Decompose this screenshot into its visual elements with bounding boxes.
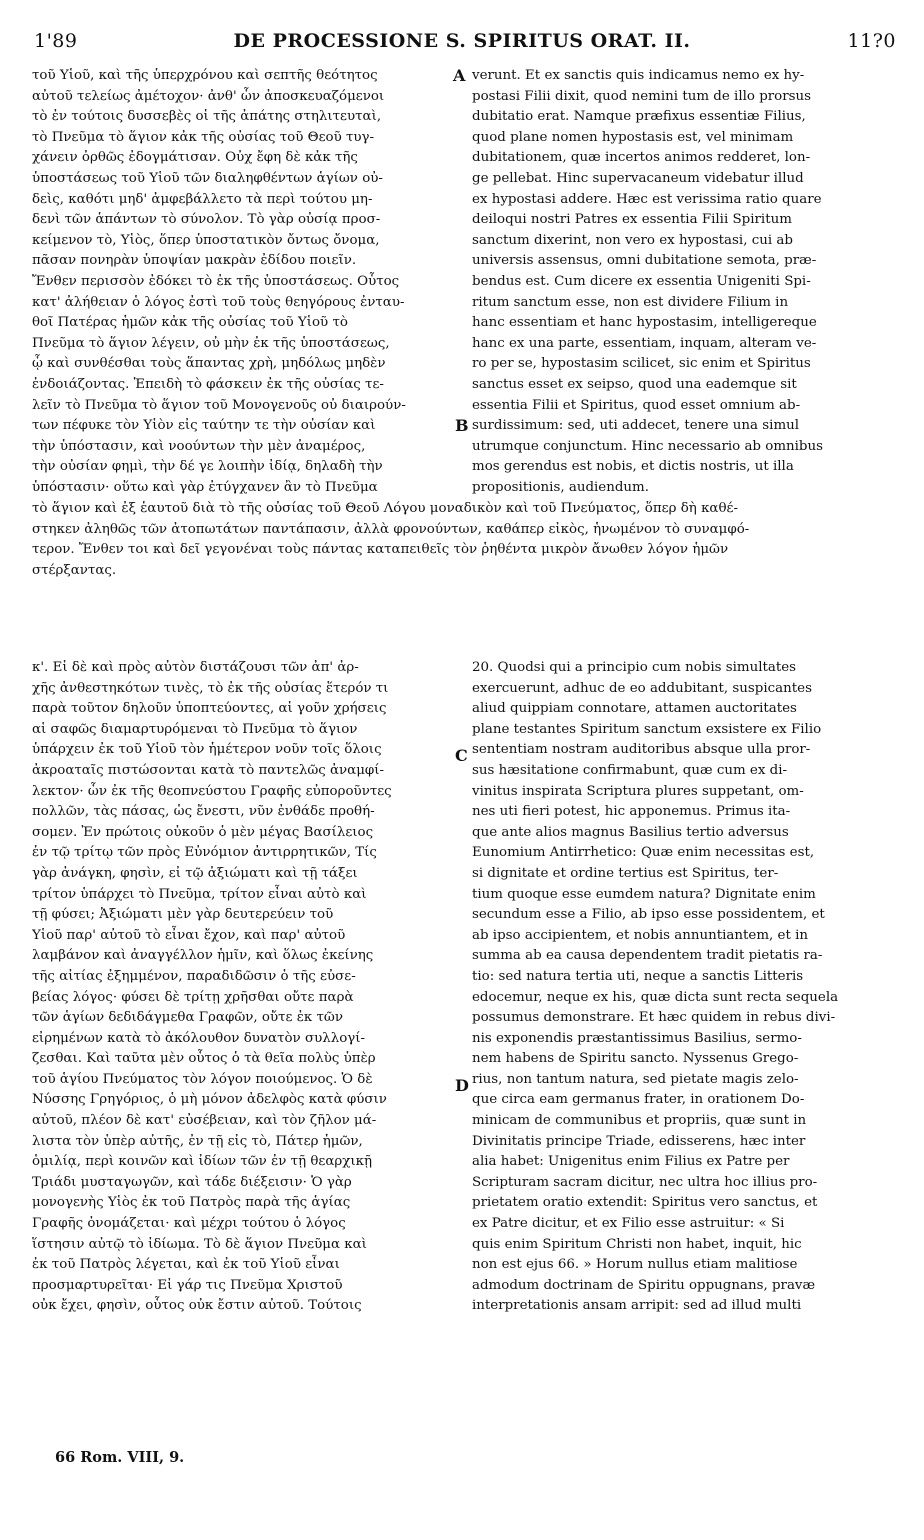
latin-column-section-2 (472, 658, 896, 1317)
greek-column-section-1 (32, 66, 452, 498)
greek-column-section-2 (32, 658, 452, 1317)
latin-text-line: universis assensus, omni dubitatione semota, præ- (472, 253, 817, 269)
latin-text-line: ge pellebat. Hinc supervacaneum videbatur illud (472, 170, 804, 186)
latin-text-line: non est ejus 66. » Horum nullus etiam malitiose (472, 1257, 798, 1273)
latin-text-line: hanc essentiam et hanc hypostasim, intelligereque (472, 315, 817, 331)
latin-text-line: ritum sanctum esse, non est dividere Filium in (472, 294, 789, 310)
greek-text-line: αὐτοῦ, πλέον δὲ κατ' εὐσέβειαν, καὶ τὸν ζῆλον μά- (32, 1113, 377, 1129)
greek-text-line: τὸ ἐν τούτοις δυσσεβὲς οἱ τῆς ἀπάτης στηλιτευταὶ, (32, 109, 382, 125)
latin-text-line: dubitationem, quæ incertos animos redderet, lon- (472, 150, 811, 166)
latin-text-line: 20. Quodsi qui a principio cum nobis simultates (472, 660, 797, 675)
latin-text-line: surdissimum: sed, uti addecet, tenere una simul (472, 418, 800, 434)
greek-text-line: κατ' ἀλήθειαν ὁ λόγος ἐστὶ τοῦ τοὺς θεηγόρους ἐνταυ- (32, 294, 405, 310)
latin-text-line: verunt. Et ex sanctis quis indicamus nemo ex hy- (472, 68, 805, 83)
greek-text-line: ζεσθαι. Καὶ ταῦτα μὲν οὗτος ὁ τὰ θεῖα πολὺς ὑπὲρ (32, 1051, 376, 1067)
footnote: 66 Rom. VIII, 9. (55, 1449, 185, 1466)
greek-text-line: εἰρημένων κατὰ τὸ ἀκόλουθον δυνατὸν συλλογί- (32, 1030, 366, 1046)
greek-text-line: αὐτοῦ τελείως ἀμέτοχον· ἀνθ' ὧν ἀποσκευαζόμενοι (32, 88, 385, 104)
latin-text-line: alia habet: Unigenitus enim Filius ex Patre per (472, 1154, 790, 1170)
latin-text-line: prietatem oratio extendit: Spiritus vero sanctus, et (472, 1195, 818, 1211)
latin-text-line: ex Patre dicitur, et ex Filio esse astruitur: « Si (472, 1216, 785, 1232)
greek-text-line: ὑπόστασιν· οὕτω καὶ γὰρ ἐτύγχανεν ἂν τὸ Πνεῦμα (32, 479, 378, 495)
greek-text-line: Πνεῦμα τὸ ἅγιον λέγειν, οὐ μὴν ἐκ τῆς ὑποστάσεως, (32, 335, 390, 351)
greek-text-line: τοῦ Υἱοῦ, καὶ τῆς ὑπερχρόνου καὶ σεπτῆς θεότητος (32, 68, 378, 83)
latin-text-line: sus hæsitatione confirmabunt, quæ cum ex di- (472, 762, 788, 778)
latin-text-line: deiloqui nostri Patres ex essentia Filii Spiritum (472, 212, 792, 228)
greek-text-line: τὸ Πνεῦμα τὸ ἅγιον κἀκ τῆς οὐσίας τοῦ Θεοῦ τυγ- (32, 129, 375, 145)
latin-text-line: aliud quippiam connotare, attamen auctoritates (472, 701, 797, 717)
latin-text-line: nes uti fieri potest, hic apponemus. Primus ita- (472, 804, 791, 820)
greek-text-line: τερον. Ἔνθεν τοι καὶ δεῖ γεγονέναι τοὺς πάντας καταπειθεῖς τὸν ῥηθέντα μικρὸν ἄνωθεν λόγον ἡμῶν (32, 542, 729, 558)
latin-text-line: exercuerunt, adhuc de eo addubitant, suspicantes (472, 680, 812, 696)
latin-text-line: dubitatio erat. Namque præfixus essentiæ Filius, (472, 109, 806, 125)
greek-text-line: ὑπάρχειν ἐκ τοῦ Υἱοῦ τὸν ἡμέτερον νοῦν τοῖς ὅλοις (32, 742, 382, 758)
greek-text-line: ὁμιλίᾳ, περὶ κοινῶν καὶ ἰδίων τῶν ἐν τῇ θεαρχικῇ (32, 1154, 373, 1170)
running-title: DE PROCESSIONE S. SPIRITUS ORAT. II. (233, 30, 691, 52)
latin-text-line: sententiam nostram auditoribus absque ulla pror- (472, 742, 811, 758)
greek-text-line: Υἱοῦ παρ' αὐτοῦ τὸ εἶναι ἔχον, καὶ παρ' αὐτοῦ (32, 927, 346, 943)
greek-text-line: των πέφυκε τὸν Υἱὸν εἰς ταύτην τε τὴν οὐσίαν καὶ (32, 418, 376, 434)
greek-text-line: τῶν ἁγίων δεδιδάγμεθα Γραφῶν, οὔτε ἐκ τῶν (32, 1010, 343, 1026)
latin-text-line: Scripturam sacram dicitur, nec ultra hoc illius pro- (472, 1174, 818, 1190)
greek-text-line: τὴν ὑπόστασιν, καὶ νοούντων τὴν μὲν ἀναμέρος, (32, 438, 366, 454)
latin-text-line: minicam de communibus et propriis, quæ sunt in (472, 1113, 807, 1129)
greek-text-line: στηκεν ἀληθῶς τῶν ἀτοπωτάτων παντάπασιν, ἀλλὰ φρονούντων, καθάπερ εἰκὸς, ἡνωμένον τὸ συναμφό- (32, 521, 750, 537)
greek-text-line: λεῖν τὸ Πνεῦμα τὸ ἅγιον τοῦ Μονογενοῦς οὐ διαιρούν- (32, 397, 406, 413)
greek-text-line: Γραφῆς ὀνομάζεται· καὶ μέχρι τούτου ὁ λόγος (32, 1216, 346, 1232)
latin-text-line: essentia Filii et Spiritus, quod esset omnium ab- (472, 397, 801, 413)
greek-text-line: σομεν. Ἐν πρώτοις οὐκοῦν ὁ μὲν μέγας Βασίλειος (32, 824, 374, 840)
latin-text-line: nem habens de Spiritu sancto. Nyssenus Grego- (472, 1051, 799, 1067)
latin-text-line: ro per se, hypostasim scilicet, sic enim et Spiritus (472, 356, 811, 372)
latin-text-line: nis exponendis præstantissimus Basilius, sermo- (472, 1030, 802, 1046)
latin-text-line: ex hypostasi addere. Hæc est verissima ratio quare (472, 191, 822, 207)
latin-text-line: plane testantes Spiritum sanctum exsistere ex Filio (472, 721, 822, 737)
greek-full-width-passage (32, 499, 896, 581)
greek-text-line: μονογενὴς Υἱὸς ἐκ τοῦ Πατρὸς παρὰ τῆς ἁγίας (32, 1195, 351, 1211)
latin-text-line: summa ab ea causa dependentem tradit pietatis ra- (472, 948, 823, 964)
margin-marker-b: B (455, 416, 469, 435)
greek-text-line: κ'. Εἰ δὲ καὶ πρὸς αὐτὸν διστάζουσι τῶν ἀπ' ἀρ- (32, 660, 359, 675)
latin-text-line: edocemur, neque ex his, quæ dicta sunt recta sequela (472, 989, 839, 1005)
latin-text-line: Eunomium Antirrhetico: Quæ enim necessitas est, (472, 845, 815, 861)
greek-text-line: τῇ φύσει; Ἀξιώματι μὲν γὰρ δευτερεύειν τοῦ (32, 907, 334, 923)
page-number-right: 11?0 (847, 30, 896, 52)
greek-text-line: βείας λόγος· φύσει δὲ τρίτῃ χρῆσθαι οὔτε παρὰ (32, 989, 354, 1005)
latin-text-line: bendus est. Cum dicere ex essentia Unigeniti Spi- (472, 273, 811, 289)
greek-text-line: οὐκ ἔχει, φησὶν, οὗτος οὐκ ἔστιν αὐτοῦ. Τούτοις (32, 1298, 362, 1314)
latin-text-line: si dignitate et ordine tertius est Spiritus, ter- (472, 865, 779, 881)
greek-text-line: τὸ ἅγιον καὶ ἐξ ἑαυτοῦ διὰ τὸ τῆς οὐσίας τοῦ Θεοῦ Λόγου μοναδικὸν καὶ τοῦ Πνεύματος, ὅπερ δὴ καθέ- (32, 501, 739, 516)
latin-text-line: hanc ex una parte, essentiam, inquam, alteram ve- (472, 335, 817, 351)
latin-text-line: que circa eam germanus frater, in orationem Do- (472, 1092, 805, 1108)
latin-text-line: admodum doctrinam de Spiritu oppugnans, pravæ (472, 1277, 816, 1293)
greek-text-line: ἐκ τοῦ Πατρὸς λέγεται, καὶ ἐκ τοῦ Υἱοῦ εἶναι (32, 1257, 340, 1273)
latin-text-line: quis enim Spiritum Christi non habet, inquit, hic (472, 1236, 802, 1252)
greek-text-line: κείμενον τὸ, Υἱὸς, ὅπερ ὑποστατικὸν ὄντως ὄνομα, (32, 232, 380, 248)
latin-text-line: sanctus esset ex seipso, quod una eademque sit (472, 376, 797, 392)
greek-text-line: θοῖ Πατέρας ἡμῶν κἀκ τῆς οὐσίας τοῦ Υἱοῦ τὸ (32, 315, 348, 331)
latin-text-line: Divinitatis principe Triade, edisserens, hæc inter (472, 1133, 806, 1149)
latin-text-line: ab ipso accipientem, et nobis annuntiantem, et in (472, 927, 809, 943)
greek-text-line: γὰρ ἀνάγκη, φησὶν, εἰ τῷ ἀξιώματι καὶ τῇ τάξει (32, 865, 358, 881)
greek-text-line: προσμαρτυρεῖται· Εἰ γάρ τις Πνεῦμα Χριστοῦ (32, 1277, 343, 1293)
latin-column-section-1 (472, 66, 896, 498)
margin-marker-d: D (455, 1076, 469, 1095)
latin-text-line: rius, non tantum natura, sed pietate magis zelo- (472, 1071, 799, 1087)
latin-text-line: mos gerendus est nobis, et dictis nostris, ut illa (472, 459, 794, 475)
greek-text-line: στέρξαντας. (32, 562, 117, 578)
greek-text-line: ὑποστάσεως τοῦ Υἱοῦ τῶν διαληφθέντων ἁγίων οὐ- (32, 170, 383, 186)
latin-text-line: tium quoque esse eumdem natura? Dignitate enim (472, 886, 816, 902)
latin-text-line: secundum esse a Filio, ab ipso esse possidentem, et (472, 907, 825, 923)
latin-text-line: interpretationis ansam arripit: sed ad illud multi (472, 1298, 802, 1314)
greek-text-line: χῆς ἀνθεστηκότων τινὲς, τὸ ἐκ τῆς οὐσίας ἕτερόν τι (32, 680, 389, 696)
greek-text-line: τρίτον ὑπάρχει τὸ Πνεῦμα, τρίτον εἶναι αὐτὸ καὶ (32, 886, 367, 902)
margin-marker-a: A (453, 66, 466, 85)
greek-text-line: λιστα τὸν ὑπὲρ αὐτῆς, ἐν τῇ εἰς τὸ, Πάτερ ἡμῶν, (32, 1133, 363, 1149)
latin-text-line: possumus demonstrare. Et hæc quidem in rebus divi- (472, 1010, 836, 1026)
latin-text-line: sanctum dixerint, non vero ex hypostasi, cui ab (472, 232, 793, 248)
greek-text-line: δενὶ τῶν ἁπάντων τὸ σύνολον. Τὸ γὰρ οὐσίᾳ προσ- (32, 212, 381, 228)
latin-text-line: quod plane nomen hypostasis est, vel minimam (472, 129, 794, 145)
greek-text-line: ἵστησιν αὐτῷ τὸ ἰδίωμα. Τὸ δὲ ἅγιον Πνεῦμα καὶ (32, 1236, 367, 1252)
page-number-left: 1'89 (34, 30, 78, 52)
greek-text-line: λαμβάνον καὶ ἀναγγέλλον ἡμῖν, καὶ ὅλως ἐκείνης (32, 948, 374, 964)
greek-text-line: αἱ σαφῶς διαμαρτυρόμεναι τὸ Πνεῦμα τὸ ἅγιον (32, 721, 358, 737)
greek-text-line: λεκτον· ὧν ἐκ τῆς θεοπνεύστου Γραφῆς εὐποροῦντες (32, 783, 392, 799)
greek-text-line: πολλῶν, τὰς πάσας, ὡς ἔνεστι, νῦν ἐνθάδε προθή- (32, 804, 375, 820)
greek-text-line: Νύσσης Γρηγόριος, ὁ μὴ μόνον ἀδελφὸς κατὰ φύσιν (32, 1092, 387, 1108)
greek-text-line: ἐν τῷ τρίτῳ τῶν πρὸς Εὐνόμιον ἀντιρρητικῶν, Τίς (32, 845, 377, 861)
greek-text-line: χάνειν ὀρθῶς ἐδογμάτισαν. Οὐχ ἔφη δὲ κἀκ τῆς (32, 150, 358, 166)
latin-text-line: postasi Filii dixit, quod nemini tum de illo prorsus (472, 88, 812, 104)
greek-text-line: τοῦ ἁγίου Πνεύματος τὸν λόγον ποιούμενος. Ὁ δὲ (32, 1071, 373, 1087)
greek-text-line: ἐνδοιάζοντας. Ἐπειδὴ τὸ φάσκειν ἐκ τῆς οὐσίας τε- (32, 376, 384, 392)
greek-text-line: τῆς αἰτίας ἐξημμένον, παραδιδῶσιν ὁ τῆς εὐσε- (32, 968, 356, 984)
latin-text-line: tio: sed natura tertia uti, neque a sanctis Litteris (472, 968, 804, 984)
latin-text-line: que ante alios magnus Basilius tertio adversus (472, 824, 789, 840)
greek-text-line: παρὰ τοῦτον δηλοῦν ὑποπτεύοντες, αἱ γοῦν χρήσεις (32, 701, 387, 717)
greek-text-line: τὴν οὐσίαν φημὶ, τὴν δέ γε λοιπὴν ἰδίᾳ, δηλαδὴ τὴν (32, 459, 383, 475)
latin-text-line: utrumque conjunctum. Hinc necessario ab omnibus (472, 438, 823, 454)
greek-text-line: δεὶς, καθότι μηδ' ἀμφεβάλλετο τὰ περὶ τούτου μη- (32, 191, 373, 207)
greek-text-line: ἀκροαταῖς πιστώσονται κατὰ τὸ παντελῶς ἀναμφί- (32, 762, 385, 778)
greek-text-line: πᾶσαν πονηρὰν ὑποψίαν μακρὰν ἐδίδου ποιεῖν. (32, 253, 357, 269)
page-header (22, 30, 902, 56)
latin-text-line: propositionis, audiendum. (472, 479, 650, 495)
latin-text-line: vinitus inspirata Scriptura plures suppetant, om- (472, 783, 804, 799)
margin-marker-c: C (455, 746, 468, 765)
greek-text-line: ᾧ καὶ συνθέσθαι τοὺς ἅπαντας χρὴ, μηδόλως μηδὲν (32, 356, 386, 372)
greek-text-line: Ἔνθεν περισσὸν ἐδόκει τὸ ἐκ τῆς ὑποστάσεως. Οὗτος (32, 273, 400, 289)
greek-text-line: Τριάδι μυσταγωγῶν, καὶ τάδε διέξεισιν· Ὁ γὰρ (32, 1174, 352, 1190)
